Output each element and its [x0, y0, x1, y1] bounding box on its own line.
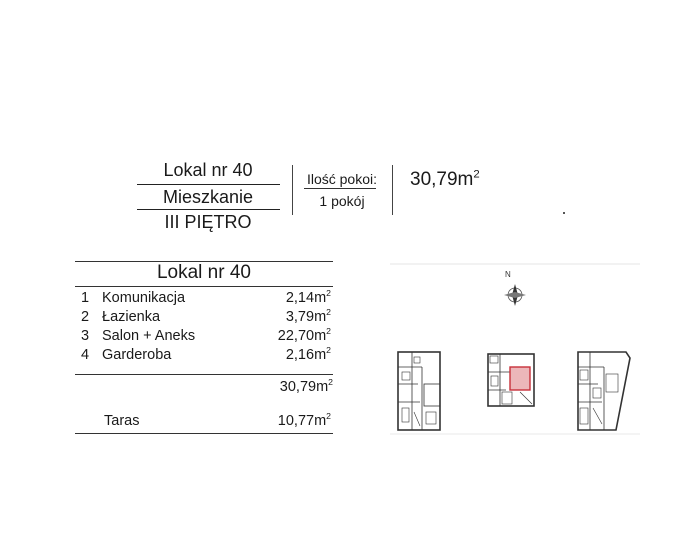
row-area-exponent: 2: [326, 345, 331, 356]
header-divider-2: [137, 209, 280, 210]
floor-label: III PIĘTRO: [164, 212, 252, 232]
unit-type: Mieszkanie: [162, 187, 254, 207]
building-plan-left: [398, 352, 440, 430]
row-name: Łazienka: [102, 309, 161, 325]
table-row: [75, 309, 333, 328]
row-area-value: 2,14m: [285, 290, 327, 306]
compass-icon: [504, 270, 526, 306]
sum-value: 30,79m: [279, 379, 329, 395]
unit-highlight: [510, 367, 530, 390]
floor-plans-drawing: [390, 262, 640, 437]
row-area-exponent: 2: [326, 307, 331, 318]
header-separator-right: [392, 165, 393, 215]
table-sum: [75, 379, 333, 395]
terrace-area: [75, 413, 331, 429]
row-number: 4: [81, 347, 90, 363]
row-area: [286, 347, 331, 363]
terrace-area-exponent: 2: [326, 411, 331, 422]
total-area: [410, 169, 480, 191]
row-number: 1: [81, 290, 90, 306]
table-row: [75, 347, 333, 366]
row-name: Salon + Aneks: [102, 328, 196, 344]
terrace-area-value: 10,77m: [277, 413, 327, 429]
row-area-value: 2,16m: [285, 347, 327, 363]
rooms-divider: [304, 188, 376, 189]
header-divider-1: [137, 184, 280, 185]
table-row: [75, 328, 333, 347]
row-area: [278, 328, 331, 344]
table-bottom-line: [75, 433, 333, 434]
row-area: [286, 309, 331, 325]
north-label: N: [505, 270, 511, 279]
table-row: [75, 290, 333, 309]
row-area-exponent: 2: [326, 326, 331, 337]
total-area-exponent: 2: [473, 168, 480, 181]
header-separator-left: [292, 165, 293, 215]
sum-exponent: 2: [328, 377, 333, 388]
rooms-label: Ilość pokoi:: [306, 171, 378, 187]
table-title: Lokal nr 40: [156, 262, 251, 283]
rooms-value: 1 pokój: [319, 193, 365, 209]
building-plan-right: [578, 352, 630, 430]
stray-dot: [563, 212, 565, 214]
row-area-value: 22,70m: [277, 328, 327, 344]
row-name: Garderoba: [102, 347, 172, 363]
row-number: 3: [81, 328, 90, 344]
row-area-exponent: 2: [326, 288, 331, 299]
table-title-line: [75, 286, 333, 287]
row-area-value: 3,79m: [285, 309, 327, 325]
terrace-label: Taras: [104, 413, 140, 429]
total-area-value: 30,79m: [410, 169, 474, 190]
table-sum-line: [75, 374, 333, 375]
row-number: 2: [81, 309, 90, 325]
unit-title: Lokal nr 40: [163, 160, 253, 180]
row-area: [286, 290, 331, 306]
floor-plans: [390, 262, 640, 437]
row-name: Komunikacja: [102, 290, 186, 306]
